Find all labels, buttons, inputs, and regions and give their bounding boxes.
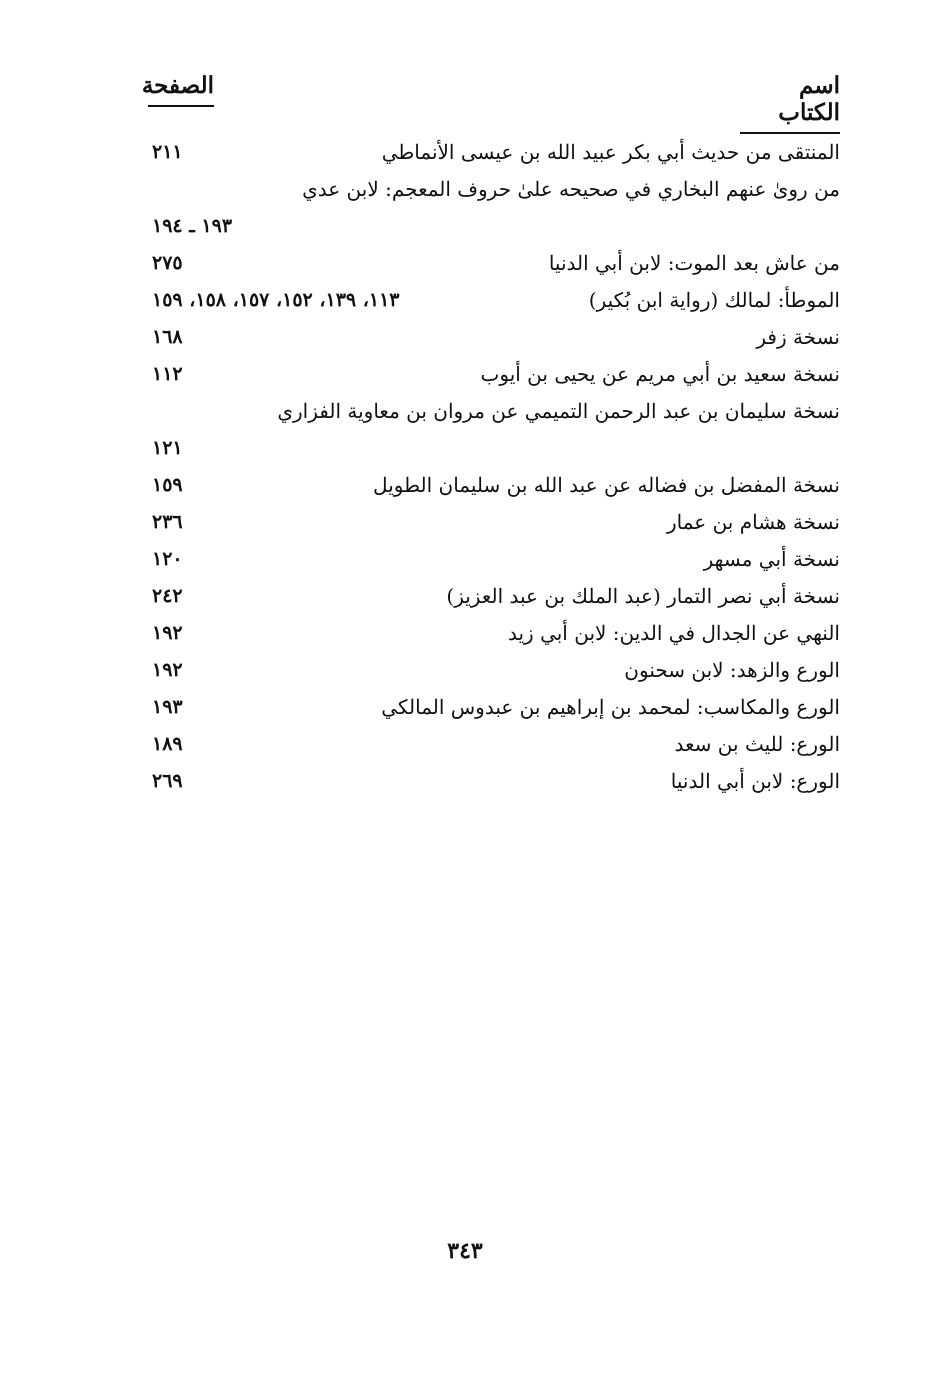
page-number: ٣٤٣ [447, 1238, 483, 1264]
entry-title: الورع: لليث بن سعد [674, 732, 840, 756]
entry-title: نسخة سليمان بن عبد الرحمن التميمي عن مروان بن معاوية الفزاري [277, 399, 840, 423]
entry-pages: ٢٧٥ [152, 252, 183, 274]
entry-pages: ١٦٨ [152, 326, 183, 348]
entry-title: النهي عن الجدال في الدين: لابن أبي زيد [507, 621, 840, 645]
entry-pages: ١٢٠ [152, 548, 183, 570]
entry-pages: ١١٢ [152, 363, 183, 385]
index-entry [0, 167, 930, 241]
entry-pages: ١٥٩ [152, 474, 183, 496]
entry-title: نسخة زفر [756, 325, 840, 349]
index-entry [0, 130, 930, 167]
column-header-page: الصفحة [148, 72, 214, 107]
index-entries [0, 130, 930, 796]
entry-title: نسخة أبي مسهر [703, 547, 840, 571]
entry-pages: ١٩٣ [152, 696, 183, 718]
entry-title: نسخة المفضل بن فضاله عن عبد الله بن سليمان الطويل [373, 473, 840, 497]
entry-pages: ٢٣٦ [152, 511, 183, 533]
entry-title: من روىٰ عنهم البخاري في صحيحه علىٰ حروف المعجم: لابن عدي [302, 177, 840, 201]
entry-pages: ١١٣، ١٣٩، ١٥٢، ١٥٧، ١٥٨، ١٥٩ [152, 289, 400, 311]
entry-title: نسخة أبي نصر التمار (عبد الملك بن عبد العزيز) [446, 584, 840, 608]
index-entry [0, 315, 930, 352]
index-entry [0, 611, 930, 648]
index-entry [0, 648, 930, 685]
entry-pages: ٢٦٩ [152, 770, 183, 792]
index-entry [0, 574, 930, 611]
index-entry [0, 241, 930, 278]
entry-pages: ١٩٢ [152, 659, 183, 681]
entry-title: الورع والزهد: لابن سحنون [624, 658, 840, 682]
entry-pages: ١٩٣ ـ ١٩٤ [152, 215, 233, 237]
entry-title: الورع: لابن أبي الدنيا [670, 769, 840, 793]
index-entry [0, 500, 930, 537]
entry-title: من عاش بعد الموت: لابن أبي الدنيا [548, 251, 840, 275]
index-entry [0, 278, 930, 315]
index-entry [0, 537, 930, 574]
entry-title: الورع والمكاسب: لمحمد بن إبراهيم بن عبدوس المالكي [381, 695, 840, 719]
index-entry [0, 352, 930, 389]
index-entry [0, 722, 930, 759]
column-header-book-name: اسم الكتاب [740, 72, 840, 134]
entry-pages: ٢١١ [152, 141, 183, 163]
entry-title: المنتقى من حديث أبي بكر عبيد الله بن عيسى الأنماطي [381, 140, 840, 164]
index-entry [0, 759, 930, 796]
entry-title: نسخة هشام بن عمار [666, 510, 840, 534]
entry-pages: ١٨٩ [152, 733, 183, 755]
index-entry [0, 389, 930, 463]
entry-title: الموطأ: لمالك (رواية ابن بُكير) [588, 288, 840, 312]
index-entry [0, 463, 930, 500]
entry-pages: ١٩٢ [152, 622, 183, 644]
index-entry [0, 685, 930, 722]
entry-pages: ٢٤٢ [152, 585, 183, 607]
entry-title: نسخة سعيد بن أبي مريم عن يحيى بن أيوب [480, 362, 840, 386]
entry-pages: ١٢١ [152, 437, 183, 459]
